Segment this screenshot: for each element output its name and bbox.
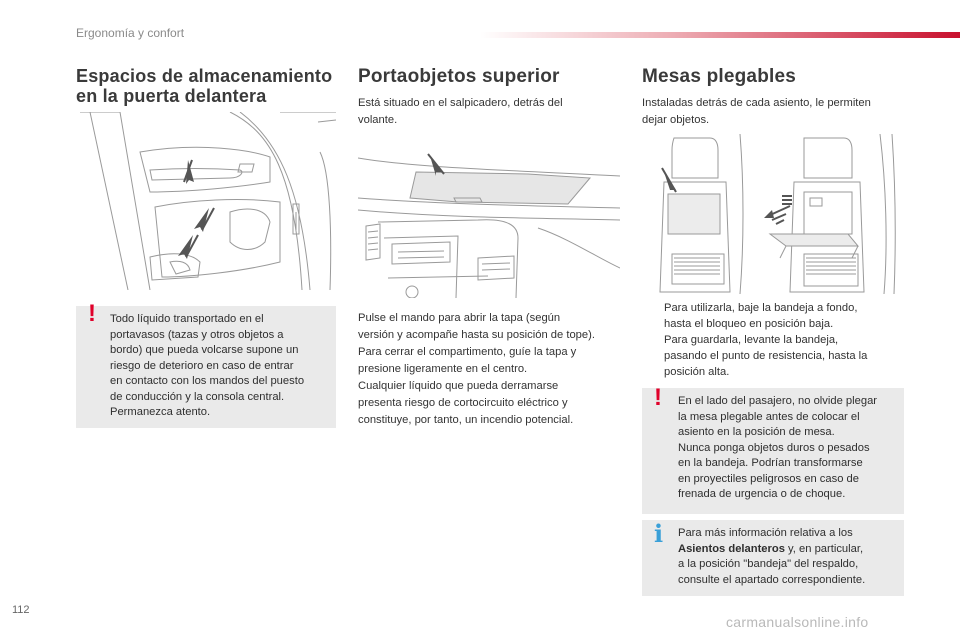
- section-label: Ergonomía y confort: [76, 26, 185, 40]
- info-line: Para más información relativa a los: [678, 527, 853, 539]
- warning-text-folding-table: [678, 394, 902, 503]
- warning-line: riesgo de deterioro en caso de entrar: [110, 359, 294, 372]
- warning-line: Nunca ponga objetos duros o pesados: [678, 441, 870, 454]
- info-note-front-seats: [642, 520, 904, 596]
- body-line: constituye, por tanto, un incendio potencial.: [358, 414, 574, 426]
- warning-line: bordo) que pueda volcarse supone un: [110, 344, 299, 356]
- title-upper-storage: Portaobjetos superior: [358, 66, 560, 87]
- info-line: a la posición "bandeja" del respaldo,: [678, 558, 859, 570]
- folding-table-instructions: [644, 300, 904, 380]
- info-line: [678, 542, 902, 558]
- warning-line: Todo líquido transportado en el: [110, 313, 264, 325]
- warning-text-door: [110, 312, 334, 421]
- title-line-2: en la puerta delantera: [76, 86, 267, 106]
- body-line: Pulse el mando para abrir la tapa (según: [358, 312, 561, 324]
- warning-icon: !: [654, 384, 662, 411]
- list-item: [644, 300, 904, 332]
- page-number: 112: [12, 604, 30, 616]
- info-line-rest: y, en particular,: [784, 542, 864, 555]
- warning-line: en proyectiles peligrosos en caso de: [678, 472, 859, 485]
- bullet-line: hasta el bloqueo en posición baja.: [664, 318, 834, 330]
- warning-line: en contacto con los mandos del puesto: [110, 375, 305, 387]
- warning-line: la mesa plegable antes de colocar el: [678, 410, 860, 423]
- intro-line: volante.: [358, 114, 398, 126]
- intro-line: dejar objetos.: [642, 114, 710, 126]
- watermark: carmanualsonline.info: [726, 614, 869, 630]
- intro-line: Está situado en el salpicadero, detrás del: [358, 97, 563, 109]
- info-icon: i: [654, 519, 664, 548]
- body-line: versión y acompañe hasta su posición de tope).: [358, 329, 595, 341]
- title-folding-tables: Mesas plegables: [642, 66, 797, 87]
- upper-storage-intro: [358, 95, 620, 129]
- folding-table-illustration: [644, 134, 904, 294]
- bullet-line: Para guardarla, levante la bandeja,: [664, 334, 839, 346]
- door-panel-illustration: [80, 112, 336, 290]
- info-line: consulte el apartado correspondiente.: [678, 573, 866, 586]
- body-line: presione ligeramente en el centro.: [358, 363, 528, 375]
- warning-line: portavasos (tazas y otros objetos a: [110, 328, 284, 341]
- body-line: presenta riesgo de cortocircuito eléctrico y: [358, 397, 568, 409]
- title-line-1: Espacios de almacenamiento: [76, 66, 333, 86]
- bullet-line: Para utilizarla, baje la bandeja a fondo,: [664, 302, 858, 314]
- front-seats-reference: Asientos delanteros: [678, 542, 785, 555]
- upper-storage-body: [358, 310, 628, 429]
- warning-line: frenada de urgencia o de choque.: [678, 488, 846, 500]
- folding-tables-intro: [642, 95, 912, 129]
- bullet-line: posición alta.: [664, 366, 730, 378]
- warning-line: asiento en la posición de mesa.: [678, 426, 835, 438]
- intro-line: Instaladas detrás de cada asiento, le permiten: [642, 97, 871, 109]
- title-door-storage: [76, 66, 346, 106]
- warning-line: en la bandeja. Podrían transformarse: [678, 457, 863, 469]
- bullet-line: pasando el punto de resistencia, hasta la: [664, 350, 868, 362]
- list-item: [644, 332, 904, 380]
- dashboard-illustration: [358, 148, 620, 298]
- warning-note-door: [76, 300, 336, 428]
- warning-line: Permanezca atento.: [110, 406, 211, 418]
- warning-note-folding-table: [642, 384, 904, 514]
- header-rule: [480, 32, 960, 38]
- warning-icon: !: [88, 300, 96, 327]
- warning-line: En el lado del pasajero, no olvide plegar: [678, 395, 878, 407]
- info-text: [678, 526, 902, 588]
- body-line: Para cerrar el compartimento, guíe la tapa y: [358, 346, 577, 358]
- warning-line: de conducción y la consola central.: [110, 390, 285, 403]
- body-line: Cualquier líquido que pueda derramarse: [358, 380, 559, 392]
